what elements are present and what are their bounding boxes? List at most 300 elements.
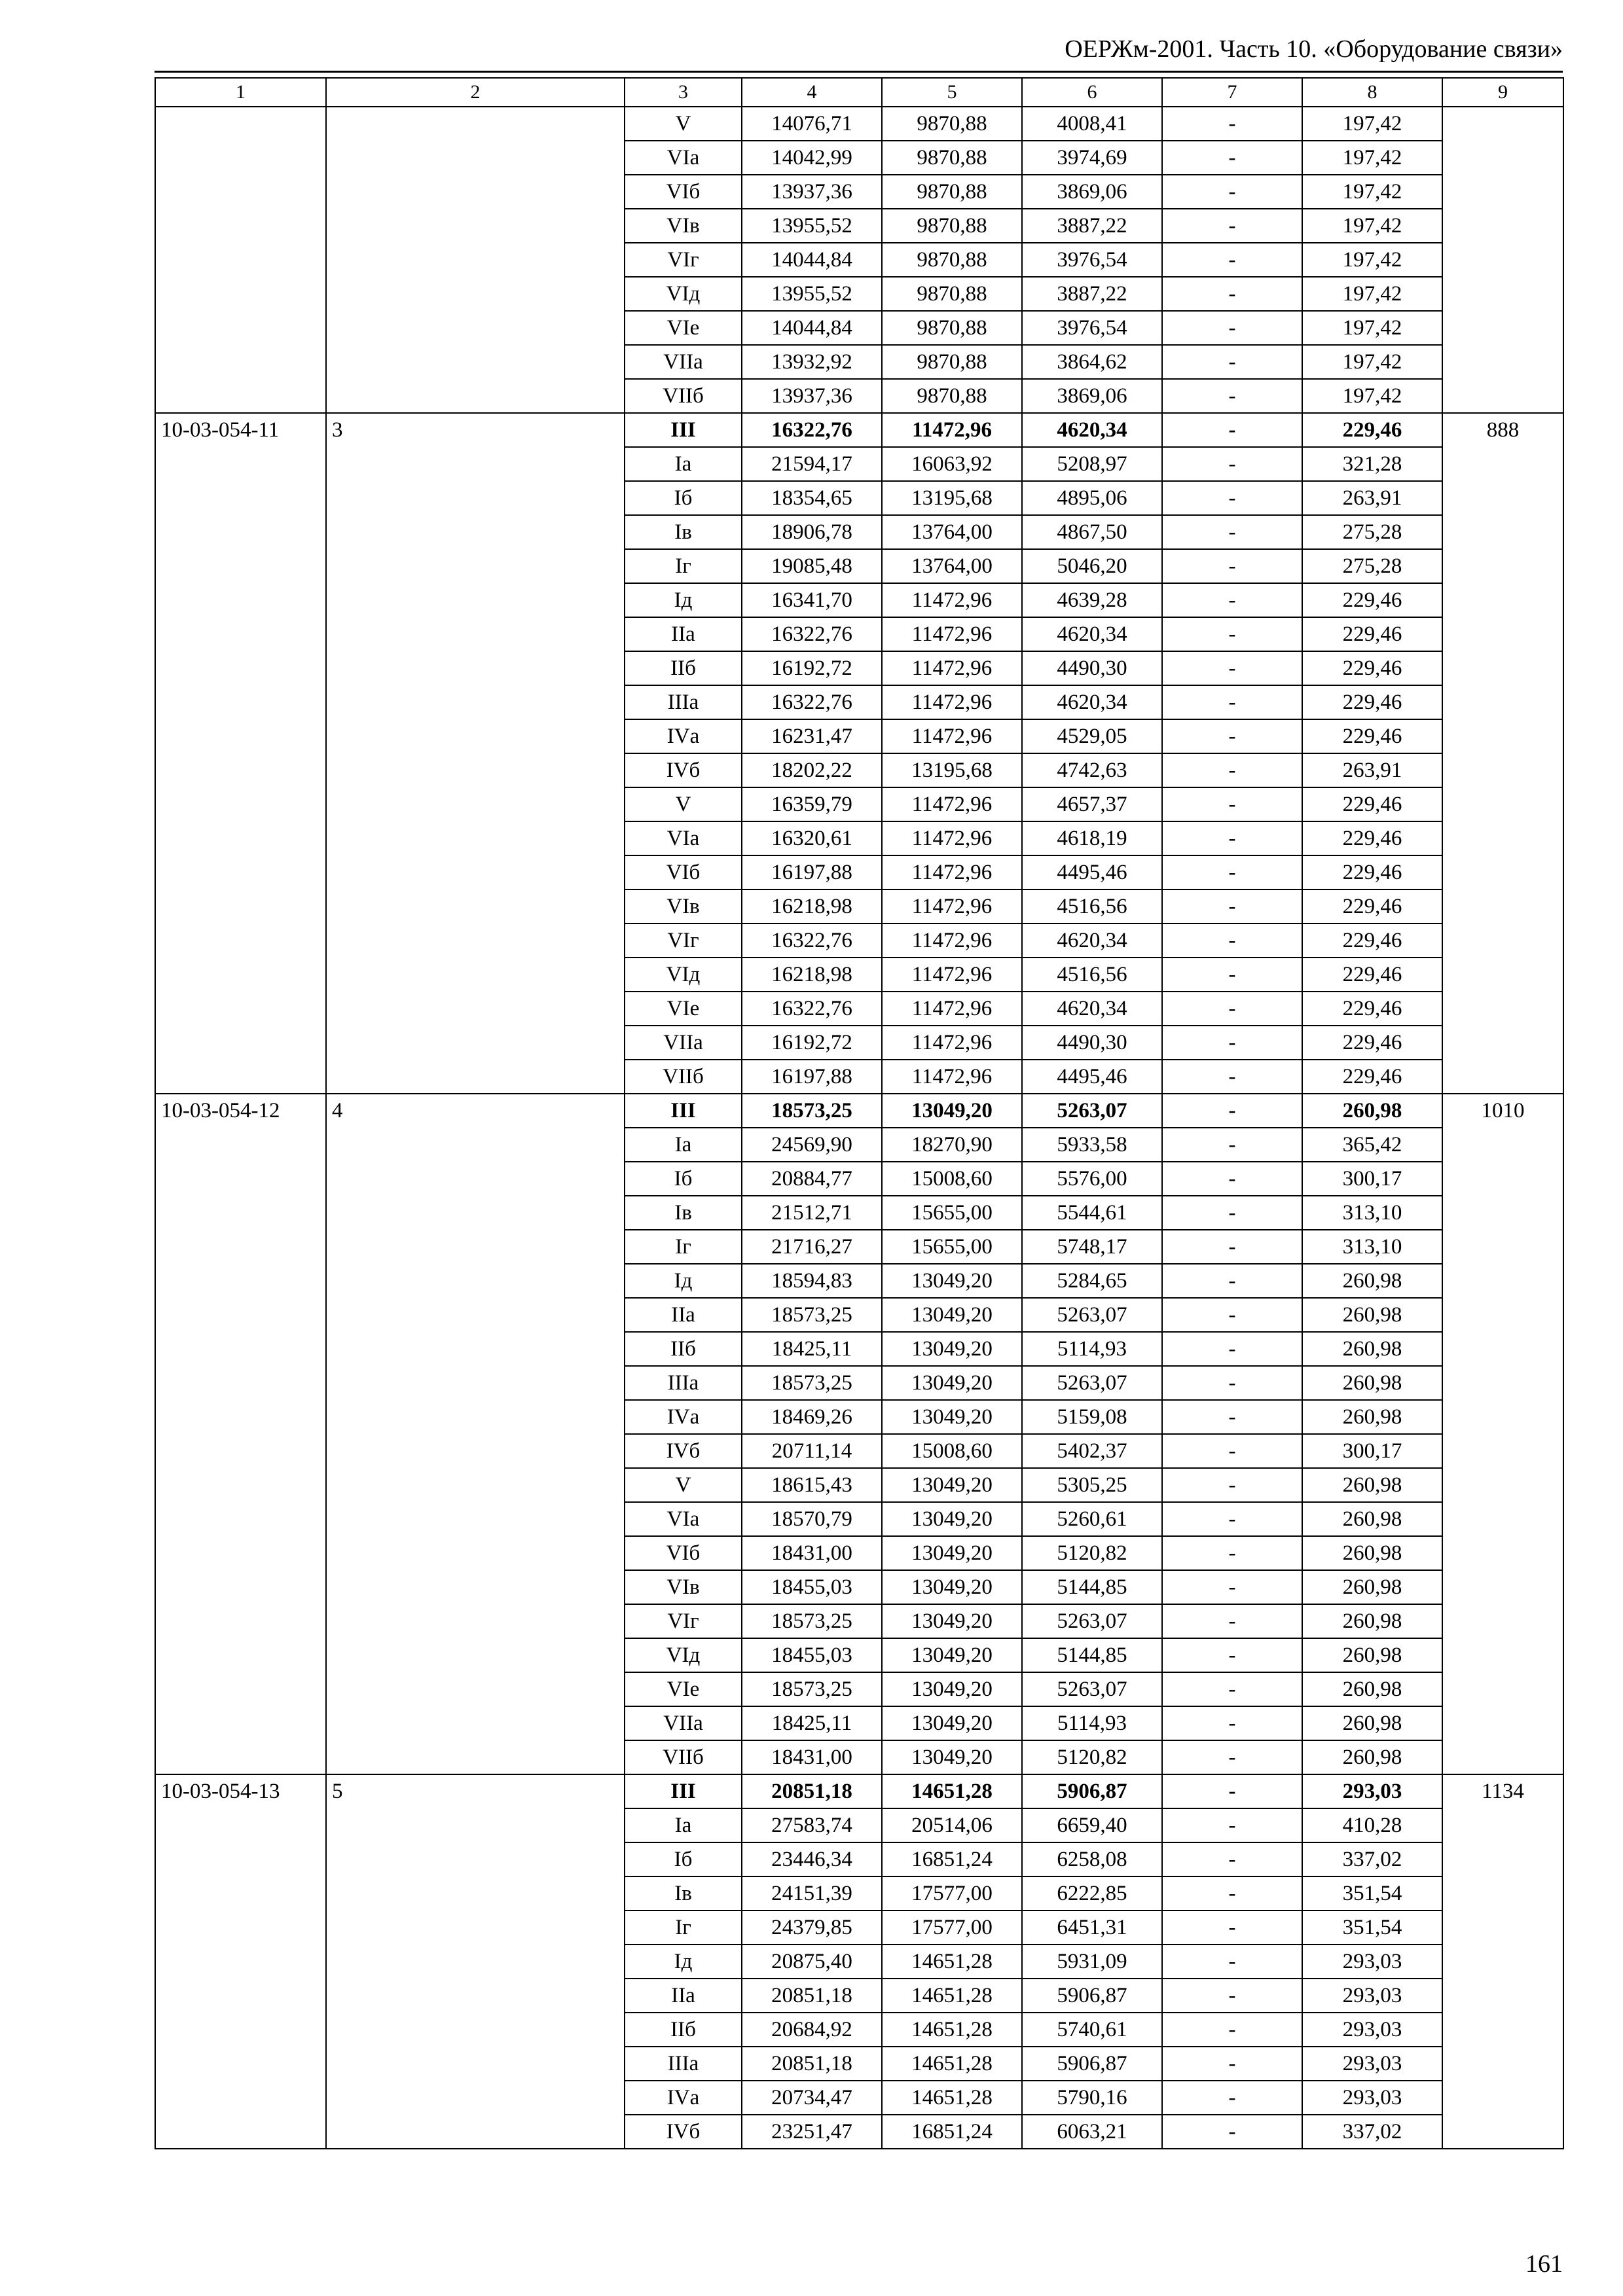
cell-col8: 260,98 [1302,1298,1442,1332]
cell-col3: VIIб [625,379,742,413]
cell-col7: - [1162,141,1302,175]
cell-col5: 13049,20 [882,1366,1022,1400]
cell-col5: 13049,20 [882,1094,1022,1128]
cell-col7: - [1162,1230,1302,1264]
cell-col6: 5576,00 [1022,1162,1162,1196]
cell-col4: 23446,34 [742,1842,882,1876]
cell-col5: 13049,20 [882,1570,1022,1604]
cell-col8: 293,03 [1302,2013,1442,2047]
cell-col7: - [1162,753,1302,787]
cell-col3: VIд [625,958,742,992]
cell-col3: VIв [625,209,742,243]
cell-col6: 5120,82 [1022,1536,1162,1570]
cell-col6: 4495,46 [1022,1060,1162,1094]
cell-col5: 11472,96 [882,651,1022,685]
cell-col3: IVб [625,1434,742,1468]
cell-col8: 229,46 [1302,889,1442,924]
cell-code-continued [155,107,326,413]
cell-col3: VIв [625,1570,742,1604]
cell-col8: 321,28 [1302,447,1442,481]
cell-col3: IIIа [625,1366,742,1400]
cell-col4: 24569,90 [742,1128,882,1162]
cell-col8: 260,98 [1302,1468,1442,1502]
cell-col6: 3887,22 [1022,277,1162,311]
cell-col7: - [1162,1468,1302,1502]
cell-col3: Iд [625,1945,742,1979]
cell-name: 3 [326,413,625,1094]
cell-col7: - [1162,855,1302,889]
cell-col7: - [1162,549,1302,583]
cell-col4: 16322,76 [742,617,882,651]
cell-col6: 5114,93 [1022,1332,1162,1366]
cell-col4: 20684,92 [742,2013,882,2047]
cell-col4: 27583,74 [742,1808,882,1842]
cell-col5: 14651,28 [882,1774,1022,1808]
cell-col7: - [1162,924,1302,958]
cell-col8: 260,98 [1302,1672,1442,1706]
cell-col3: VIе [625,992,742,1026]
cell-col3: III [625,413,742,447]
cell-col7: - [1162,1264,1302,1298]
cell-col8: 337,02 [1302,1842,1442,1876]
cell-col8: 260,98 [1302,1502,1442,1536]
cell-col5: 14651,28 [882,2047,1022,2081]
cell-col5: 17577,00 [882,1910,1022,1945]
cell-col4: 16322,76 [742,924,882,958]
cell-col4: 18469,26 [742,1400,882,1434]
cell-col4: 18425,11 [742,1706,882,1740]
cell-col3: Iа [625,1808,742,1842]
cell-col4: 16320,61 [742,821,882,855]
column-number: 3 [625,78,742,107]
cell-col4: 18594,83 [742,1264,882,1298]
cell-col8: 229,46 [1302,685,1442,719]
cell-col5: 9870,88 [882,311,1022,345]
cell-col3: IVа [625,1400,742,1434]
cell-col3: VIа [625,821,742,855]
cell-col6: 6063,21 [1022,2115,1162,2149]
cell-col8: 293,03 [1302,1945,1442,1979]
cell-col7: - [1162,1945,1302,1979]
cell-col6: 5263,07 [1022,1672,1162,1706]
cell-col8: 293,03 [1302,1774,1442,1808]
cell-col7: - [1162,2013,1302,2047]
cell-col7: - [1162,1332,1302,1366]
cell-col3: VIIб [625,1060,742,1094]
cell-col6: 5906,87 [1022,1774,1162,1808]
cell-col4: 18431,00 [742,1740,882,1774]
cell-col7: - [1162,345,1302,379]
cell-col5: 14651,28 [882,2081,1022,2115]
cell-col5: 13049,20 [882,1638,1022,1672]
cell-col3: IIб [625,651,742,685]
cell-col3: VIд [625,1638,742,1672]
cell-col3: VIд [625,277,742,311]
cell-col8: 300,17 [1302,1162,1442,1196]
cell-col9: 1134 [1442,1774,1563,2149]
cell-col4: 24379,85 [742,1910,882,1945]
cell-col3: VIе [625,1672,742,1706]
cell-col3: VIг [625,924,742,958]
cell-col7: - [1162,413,1302,447]
cell-col6: 4895,06 [1022,481,1162,515]
cell-col8: 229,46 [1302,1026,1442,1060]
cell-col4: 18573,25 [742,1604,882,1638]
cell-col3: V [625,787,742,821]
cell-col4: 16197,88 [742,1060,882,1094]
cell-col8: 313,10 [1302,1196,1442,1230]
cell-col7: - [1162,1196,1302,1230]
cell-col8: 229,46 [1302,958,1442,992]
cell-col3: VIIб [625,1740,742,1774]
cell-col8: 351,54 [1302,1876,1442,1910]
cell-col8: 293,03 [1302,2081,1442,2115]
cell-col4: 13932,92 [742,345,882,379]
cell-col6: 4867,50 [1022,515,1162,549]
cell-col8: 263,91 [1302,753,1442,787]
cell-col4: 20851,18 [742,2047,882,2081]
cell-col6: 5402,37 [1022,1434,1162,1468]
cell-col3: Iг [625,549,742,583]
cell-col5: 17577,00 [882,1876,1022,1910]
cell-col6: 4620,34 [1022,685,1162,719]
cell-col6: 5260,61 [1022,1502,1162,1536]
cell-col4: 16322,76 [742,685,882,719]
cell-col7: - [1162,1400,1302,1434]
cell-col8: 229,46 [1302,617,1442,651]
cell-col6: 4516,56 [1022,889,1162,924]
cell-col3: IIа [625,617,742,651]
cell-col5: 9870,88 [882,277,1022,311]
cell-col5: 13049,20 [882,1740,1022,1774]
cell-col5: 9870,88 [882,141,1022,175]
header-rule [155,71,1563,73]
cell-col5: 13049,20 [882,1468,1022,1502]
cell-col8: 229,46 [1302,787,1442,821]
cell-code: 10-03-054-11 [155,413,326,1094]
cell-col5: 14651,28 [882,1945,1022,1979]
cell-col4: 20734,47 [742,2081,882,2115]
cell-col7: - [1162,1979,1302,2013]
cell-col5: 13049,20 [882,1672,1022,1706]
cell-col8: 197,42 [1302,277,1442,311]
cell-col7: - [1162,1366,1302,1400]
cell-col7: - [1162,107,1302,141]
cell-col8: 197,42 [1302,311,1442,345]
cell-col7: - [1162,1502,1302,1536]
cell-code: 10-03-054-12 [155,1094,326,1774]
cell-col6: 5159,08 [1022,1400,1162,1434]
cell-col8: 260,98 [1302,1400,1442,1434]
cell-col5: 11472,96 [882,1026,1022,1060]
cell-col5: 9870,88 [882,243,1022,277]
cell-col6: 4742,63 [1022,753,1162,787]
cell-col5: 11472,96 [882,685,1022,719]
cell-col7: - [1162,1842,1302,1876]
cell-col6: 3887,22 [1022,209,1162,243]
cell-col5: 11472,96 [882,821,1022,855]
column-number: 5 [882,78,1022,107]
cell-col6: 3869,06 [1022,175,1162,209]
cell-name: 5 [326,1774,625,2149]
cell-col8: 197,42 [1302,243,1442,277]
cell-col7: - [1162,1162,1302,1196]
cell-col5: 11472,96 [882,413,1022,447]
cell-col8: 260,98 [1302,1604,1442,1638]
cell-col3: VIIа [625,1026,742,1060]
cell-col4: 14044,84 [742,311,882,345]
cell-col6: 5933,58 [1022,1128,1162,1162]
cell-col7: - [1162,1604,1302,1638]
cell-col3: Iв [625,1196,742,1230]
cell-col8: 300,17 [1302,1434,1442,1468]
cell-col5: 13195,68 [882,481,1022,515]
table-row [155,107,1563,141]
page-header-title: ОЕРЖм-2001. Часть 10. «Оборудование связи» [1065,35,1563,63]
cell-col7: - [1162,651,1302,685]
cell-col3: IVа [625,2081,742,2115]
cell-col3: Iб [625,481,742,515]
column-number: 4 [742,78,882,107]
cell-col8: 197,42 [1302,209,1442,243]
cell-col5: 11472,96 [882,787,1022,821]
cell-col8: 197,42 [1302,107,1442,141]
cell-col4: 16197,88 [742,855,882,889]
cell-col3: III [625,1774,742,1808]
cell-col8: 365,42 [1302,1128,1442,1162]
cell-col6: 3869,06 [1022,379,1162,413]
cell-col3: IVб [625,753,742,787]
cell-col7: - [1162,2047,1302,2081]
column-number-row [155,78,1563,107]
cell-col6: 4008,41 [1022,107,1162,141]
cell-col5: 11472,96 [882,958,1022,992]
cell-col3: Iа [625,447,742,481]
cell-col8: 197,42 [1302,379,1442,413]
cell-col7: - [1162,1570,1302,1604]
cell-col5: 11472,96 [882,617,1022,651]
cell-col8: 229,46 [1302,855,1442,889]
cell-col3: Iд [625,1264,742,1298]
cell-col7: - [1162,1774,1302,1808]
cell-col7: - [1162,787,1302,821]
cell-col3: V [625,107,742,141]
cell-col4: 16218,98 [742,889,882,924]
cell-col4: 14042,99 [742,141,882,175]
cell-col5: 20514,06 [882,1808,1022,1842]
cell-col4: 13955,52 [742,277,882,311]
cell-col7: - [1162,1094,1302,1128]
cell-col3: VIг [625,243,742,277]
cell-col7: - [1162,481,1302,515]
cell-col6: 5284,65 [1022,1264,1162,1298]
cell-col8: 337,02 [1302,2115,1442,2149]
cell-col7: - [1162,447,1302,481]
cell-col3: IIIа [625,685,742,719]
cell-col4: 20851,18 [742,1774,882,1808]
cell-col6: 3974,69 [1022,141,1162,175]
cell-col8: 293,03 [1302,1979,1442,2013]
cell-col3: Iг [625,1910,742,1945]
cell-col5: 13049,20 [882,1706,1022,1740]
cell-col7: - [1162,1672,1302,1706]
cell-col5: 11472,96 [882,719,1022,753]
cell-col4: 16192,72 [742,1026,882,1060]
cell-col7: - [1162,1298,1302,1332]
cell-col3: Iа [625,1128,742,1162]
cell-col7: - [1162,515,1302,549]
cell-col6: 4657,37 [1022,787,1162,821]
cell-col3: VIб [625,1536,742,1570]
cell-col4: 18455,03 [742,1638,882,1672]
cell-col6: 5208,97 [1022,447,1162,481]
cell-col4: 21716,27 [742,1230,882,1264]
cell-col5: 11472,96 [882,1060,1022,1094]
cell-col8: 275,28 [1302,549,1442,583]
cell-col8: 260,98 [1302,1264,1442,1298]
cell-col7: - [1162,277,1302,311]
table-row [155,1774,1563,1808]
cell-col7: - [1162,209,1302,243]
cell-col3: VIб [625,175,742,209]
cell-col8: 229,46 [1302,924,1442,958]
cell-col3: IIIа [625,2047,742,2081]
cell-col8: 410,28 [1302,1808,1442,1842]
cell-col8: 229,46 [1302,651,1442,685]
cell-col7: - [1162,2081,1302,2115]
rates-table-body [155,78,1563,2149]
cell-col5: 9870,88 [882,107,1022,141]
cell-col5: 11472,96 [882,583,1022,617]
cell-col8: 263,91 [1302,481,1442,515]
cell-col6: 5263,07 [1022,1604,1162,1638]
cell-col7: - [1162,1060,1302,1094]
cell-col5: 16851,24 [882,1842,1022,1876]
cell-col9-continued [1442,107,1563,413]
cell-col6: 4620,34 [1022,617,1162,651]
cell-col3: IIб [625,1332,742,1366]
cell-col4: 16359,79 [742,787,882,821]
cell-col5: 13049,20 [882,1502,1022,1536]
cell-col7: - [1162,1638,1302,1672]
cell-col8: 260,98 [1302,1638,1442,1672]
cell-col6: 5114,93 [1022,1706,1162,1740]
cell-col5: 11472,96 [882,924,1022,958]
cell-col4: 16231,47 [742,719,882,753]
cell-col6: 5906,87 [1022,2047,1162,2081]
cell-col7: - [1162,889,1302,924]
cell-col6: 5144,85 [1022,1570,1162,1604]
cell-col6: 4620,34 [1022,413,1162,447]
cell-col7: - [1162,1434,1302,1468]
cell-col6: 4639,28 [1022,583,1162,617]
cell-name: 4 [326,1094,625,1774]
cell-col7: - [1162,719,1302,753]
cell-col6: 4620,34 [1022,924,1162,958]
cell-col5: 13049,20 [882,1536,1022,1570]
cell-col8: 229,46 [1302,1060,1442,1094]
cell-col3: IIб [625,2013,742,2047]
cell-col4: 13955,52 [742,209,882,243]
cell-col5: 13049,20 [882,1604,1022,1638]
cell-col7: - [1162,958,1302,992]
cell-col4: 18202,22 [742,753,882,787]
page-number: 161 [1525,2250,1563,2278]
cell-col7: - [1162,175,1302,209]
cell-col6: 5120,82 [1022,1740,1162,1774]
cell-col5: 14651,28 [882,1979,1022,2013]
cell-col4: 18431,00 [742,1536,882,1570]
cell-col6: 6222,85 [1022,1876,1162,1910]
cell-col8: 260,98 [1302,1094,1442,1128]
cell-col5: 13195,68 [882,753,1022,787]
cell-col4: 18425,11 [742,1332,882,1366]
column-number: 7 [1162,78,1302,107]
cell-code: 10-03-054-13 [155,1774,326,2149]
cell-col5: 13049,20 [882,1264,1022,1298]
cell-col7: - [1162,1876,1302,1910]
cell-col8: 197,42 [1302,345,1442,379]
cell-col4: 18570,79 [742,1502,882,1536]
cell-col3: VIг [625,1604,742,1638]
cell-col4: 16192,72 [742,651,882,685]
cell-col6: 5740,61 [1022,2013,1162,2047]
cell-col3: Iб [625,1842,742,1876]
cell-col4: 18354,65 [742,481,882,515]
cell-col4: 20884,77 [742,1162,882,1196]
cell-col6: 4516,56 [1022,958,1162,992]
cell-col5: 13764,00 [882,515,1022,549]
cell-col8: 313,10 [1302,1230,1442,1264]
cell-col4: 14076,71 [742,107,882,141]
cell-col5: 11472,96 [882,889,1022,924]
cell-col6: 4490,30 [1022,1026,1162,1060]
cell-col4: 14044,84 [742,243,882,277]
cell-col6: 5544,61 [1022,1196,1162,1230]
cell-col4: 18906,78 [742,515,882,549]
cell-col4: 16322,76 [742,413,882,447]
cell-col8: 260,98 [1302,1366,1442,1400]
cell-col7: - [1162,1910,1302,1945]
cell-col8: 229,46 [1302,992,1442,1026]
cell-col3: IVа [625,719,742,753]
cell-col4: 18615,43 [742,1468,882,1502]
column-number: 6 [1022,78,1162,107]
cell-col3: IIа [625,1979,742,2013]
cell-col4: 16322,76 [742,992,882,1026]
cell-col5: 16063,92 [882,447,1022,481]
cell-col8: 260,98 [1302,1536,1442,1570]
cell-col3: Iб [625,1162,742,1196]
cell-col8: 260,98 [1302,1706,1442,1740]
cell-col4: 16218,98 [742,958,882,992]
cell-col7: - [1162,1026,1302,1060]
cell-col6: 5305,25 [1022,1468,1162,1502]
cell-col7: - [1162,311,1302,345]
cell-col6: 6451,31 [1022,1910,1162,1945]
column-number: 8 [1302,78,1442,107]
column-number: 1 [155,78,326,107]
cell-col4: 18573,25 [742,1094,882,1128]
cell-col7: - [1162,1128,1302,1162]
cell-col4: 13937,36 [742,379,882,413]
cell-col8: 197,42 [1302,141,1442,175]
cell-col6: 5144,85 [1022,1638,1162,1672]
cell-col4: 21594,17 [742,447,882,481]
cell-col6: 4529,05 [1022,719,1162,753]
column-number: 2 [326,78,625,107]
cell-col7: - [1162,2115,1302,2149]
